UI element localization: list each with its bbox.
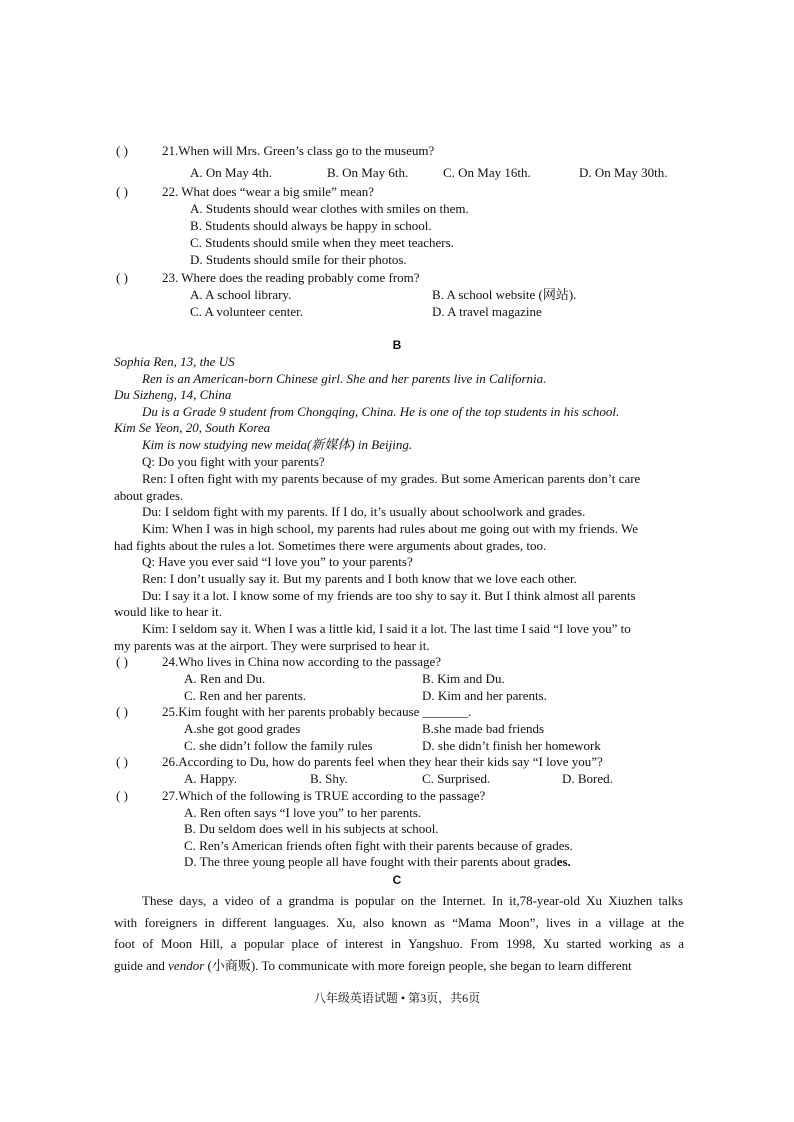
dialogue-line: had fights about the rules a lot. Sometimes there were arguments about grades, too. <box>114 538 547 553</box>
q27-option-c: C. Ren’s American friends often fight with their parents because of grades. <box>184 838 573 853</box>
q21-bracket[interactable]: ( ) <box>116 143 128 158</box>
profile-ren-name: Sophia Ren, 13, the US <box>114 354 235 369</box>
q26-option-c: C. Surprised. <box>422 771 491 786</box>
section-c-heading: C <box>392 873 402 887</box>
dialogue-line: Kim: I seldom say it. When I was a little kid, I said it a lot. The last time I said “I love you” to <box>142 621 631 636</box>
q24-bracket[interactable]: ( ) <box>116 654 128 669</box>
dialogue-line: Du: I say it a lot. I know some of my friends are too shy to say it. But I think almost all parents <box>142 588 636 603</box>
q26-bracket[interactable]: ( ) <box>116 754 128 769</box>
q27-option-a: A. Ren often says “I love you” to her parents. <box>184 805 422 820</box>
dialogue-line: Q: Have you ever said “I love you” to your parents? <box>142 554 413 569</box>
section-b-heading: B <box>392 338 402 352</box>
q22-stem: 22. What does “wear a big smile” mean? <box>162 184 375 199</box>
passage-c-line: with foreigners in different languages. Xu, also known as “Mama Moon”, lives in a village at the <box>114 915 684 930</box>
q24-option-a: A. Ren and Du. <box>184 671 266 686</box>
q24-option-c: C. Ren and her parents. <box>184 688 307 703</box>
dialogue-line: Ren: I often fight with my parents because of my grades. But some American parents don’t care <box>142 471 641 486</box>
q21-option-b: B. On May 6th. <box>327 165 409 180</box>
q27-bracket[interactable]: ( ) <box>116 788 128 803</box>
q22-option-b: B. Students should always be happy in school. <box>190 218 432 233</box>
passage-c-text: guide and <box>114 958 169 973</box>
passage-c-vendor-word: vendor <box>168 958 205 973</box>
q22-option-d: D. Students should smile for their photos. <box>190 252 407 267</box>
q27-option-d-bold-ending: es. <box>556 854 571 869</box>
q21-option-c: C. On May 16th. <box>443 165 531 180</box>
q27-option-d-text: D. The three young people all have fought with their parents about grad <box>184 854 557 869</box>
q23-bracket[interactable]: ( ) <box>116 270 128 285</box>
dialogue-line: Kim: When I was in high school, my parents had rules about me going out with my friends. We <box>142 521 639 536</box>
q27-option-d <box>184 853 571 870</box>
q26-option-b: B. Shy. <box>310 771 348 786</box>
dialogue-line: about grades. <box>114 488 184 503</box>
q25-stem: 25.Kim fought with her parents probably because _______. <box>162 704 472 719</box>
q23-option-d: D. A travel magazine <box>432 304 542 319</box>
q26-option-d: D. Bored. <box>562 771 613 786</box>
q23-stem: 23. Where does the reading probably come from? <box>162 270 420 285</box>
q22-option-a: A. Students should wear clothes with smiles on them. <box>190 201 469 216</box>
q25-bracket[interactable]: ( ) <box>116 704 128 719</box>
dialogue-line: Du: I seldom fight with my parents. If I do, it’s usually about schoolwork and grades. <box>142 504 586 519</box>
q24-option-d: D. Kim and her parents. <box>422 688 547 703</box>
q24-stem: 24.Who lives in China now according to the passage? <box>162 654 442 669</box>
q21-option-a: A. On May 4th. <box>190 165 272 180</box>
profile-du-name: Du Sizheng, 14, China <box>114 387 232 402</box>
dialogue-line: Ren: I don’t usually say it. But my parents and I both know that we love each other. <box>142 571 577 586</box>
q22-bracket[interactable]: ( ) <box>116 184 128 199</box>
q27-stem: 27.Which of the following is TRUE according to the passage? <box>162 788 486 803</box>
q21-option-d: D. On May 30th. <box>579 165 668 180</box>
q25-option-d: D. she didn’t finish her homework <box>422 738 601 753</box>
passage-c-line <box>114 955 684 976</box>
q23-option-b: B. A school website (网站). <box>432 287 577 302</box>
profile-kim-desc: Kim is now studying new meida(新媒体) in Beijing. <box>142 437 413 452</box>
q25-option-c: C. she didn’t follow the family rules <box>184 738 373 753</box>
passage-c-line: These days, a video of a grandma is popular on the Internet. In it,78-year-old Xu Xiuzhen talks <box>142 893 683 908</box>
q23-option-a: A. A school library. <box>190 287 292 302</box>
profile-ren-desc: Ren is an American-born Chinese girl. She and her parents live in California. <box>142 371 547 386</box>
profile-du-desc: Du is a Grade 9 student from Chongqing, China. He is one of the top students in his school. <box>142 404 620 419</box>
page-footer: 八年级英语试题 • 第3页，共6页 <box>313 991 481 1005</box>
q26-option-a: A. Happy. <box>184 771 237 786</box>
q21-stem: 21.When will Mrs. Green’s class go to the museum? <box>162 143 435 158</box>
q25-option-b: B.she made bad friends <box>422 721 545 736</box>
q26-stem: 26.According to Du, how do parents feel when they hear their kids say “I love you”? <box>162 754 603 769</box>
dialogue-line: my parents was at the airport. They were surprised to hear it. <box>114 638 430 653</box>
q23-option-c: C. A volunteer center. <box>190 304 304 319</box>
dialogue-line: Q: Do you fight with your parents? <box>142 454 325 469</box>
passage-c-line: foot of Moon Hill, a popular place of interest in Yangshuo. From 1998, Xu started working as a <box>114 936 684 951</box>
q24-option-b: B. Kim and Du. <box>422 671 505 686</box>
q22-option-c: C. Students should smile when they meet teachers. <box>190 235 454 250</box>
profile-kim-name: Kim Se Yeon, 20, South Korea <box>114 420 271 435</box>
q27-option-b: B. Du seldom does well in his subjects at school. <box>184 821 439 836</box>
passage-c-text: (小商贩). To communicate with more foreign people, she began to learn different <box>204 958 632 973</box>
dialogue-line: would like to hear it. <box>114 604 222 619</box>
q25-option-a: A.she got good grades <box>184 721 301 736</box>
